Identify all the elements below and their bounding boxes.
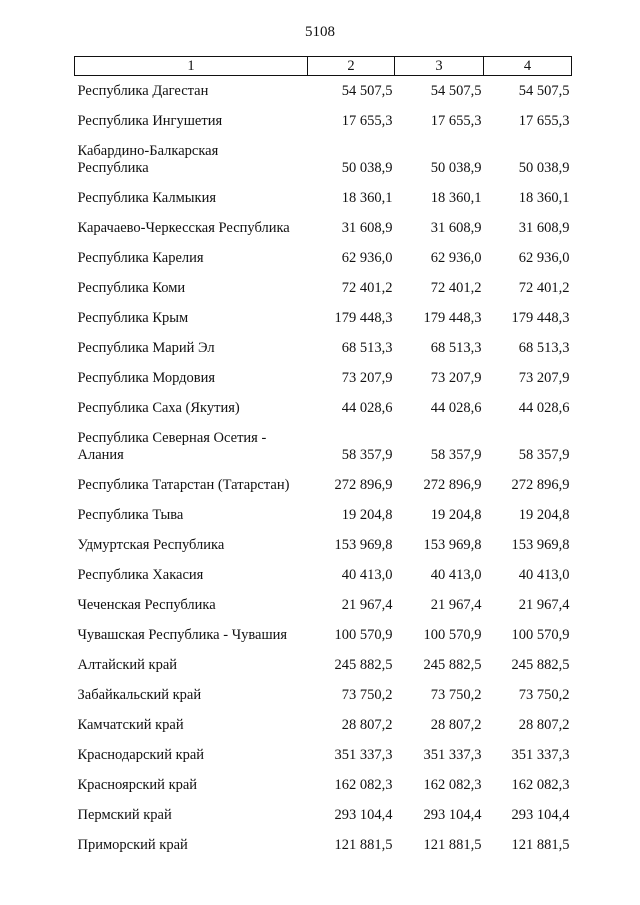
column-header-3: 3: [395, 57, 484, 76]
value-cell-col3: 31 608,9: [430, 220, 482, 236]
value-cell-col4: 351 337,3: [511, 747, 570, 763]
table-row: [75, 555, 572, 585]
value-cell-col4: 100 570,9: [511, 627, 570, 643]
value-cell-col2: 351 337,3: [334, 747, 393, 763]
table-row: [75, 705, 572, 735]
value-cell-col4: 17 655,3: [518, 113, 570, 129]
region-name: Республика Крым: [77, 310, 189, 326]
value-cell-col3: 58 357,9: [430, 447, 482, 463]
value-cell-col2: 40 413,0: [341, 567, 393, 583]
value-cell-col2: 44 028,6: [341, 400, 393, 416]
table-row: [75, 76, 572, 102]
region-name: Республика Марий Эл: [77, 340, 215, 356]
value-cell-col4: 21 967,4: [518, 597, 570, 613]
value-cell-col4: 31 608,9: [518, 220, 570, 236]
value-cell-col3: 73 750,2: [430, 687, 482, 703]
value-cell-col2: 19 204,8: [341, 507, 393, 523]
value-cell-col3: 40 413,0: [430, 567, 482, 583]
value-cell-col3: 54 507,5: [430, 83, 482, 99]
table-row: [75, 735, 572, 765]
value-cell-col3: 44 028,6: [430, 400, 482, 416]
table-row: [75, 178, 572, 208]
region-name: Республика Тыва: [77, 507, 184, 523]
region-name-line: Республика: [77, 160, 149, 176]
column-header-4: 4: [484, 57, 572, 76]
value-cell-col2: 245 882,5: [334, 657, 393, 673]
value-cell-col2: 100 570,9: [334, 627, 393, 643]
value-cell-col4: 153 969,8: [511, 537, 570, 553]
value-cell-col4: 19 204,8: [518, 507, 570, 523]
value-cell-col3: 21 967,4: [430, 597, 482, 613]
region-name-line: Алания: [77, 447, 124, 463]
value-cell-col4: 18 360,1: [518, 190, 570, 206]
table-row: [75, 645, 572, 675]
value-cell-col3: 62 936,0: [430, 250, 482, 266]
value-cell-col2: 121 881,5: [334, 837, 393, 853]
value-cell-col2: 153 969,8: [334, 537, 393, 553]
table-row: [75, 268, 572, 298]
region-name: Камчатский край: [77, 717, 184, 733]
value-cell-col3: 293 104,4: [423, 807, 482, 823]
region-name: Краснодарский край: [77, 747, 205, 763]
value-cell-col3: 17 655,3: [430, 113, 482, 129]
value-cell-col3: 153 969,8: [423, 537, 482, 553]
value-cell-col2: 17 655,3: [341, 113, 393, 129]
column-header-1: 1: [75, 57, 308, 76]
value-cell-col3: 162 082,3: [423, 777, 482, 793]
value-cell-col4: 40 413,0: [518, 567, 570, 583]
table-row: [75, 101, 572, 131]
value-cell-col2: 50 038,9: [341, 160, 393, 176]
region-name: Забайкальский край: [77, 687, 202, 703]
region-name: Чувашская Республика - Чувашия: [77, 627, 288, 643]
value-cell-col4: 272 896,9: [511, 477, 570, 493]
value-cell-col3: 19 204,8: [430, 507, 482, 523]
value-cell-col2: 179 448,3: [334, 310, 393, 326]
region-name: Республика Дагестан: [77, 83, 209, 99]
value-cell-col3: 50 038,9: [430, 160, 482, 176]
value-cell-col3: 72 401,2: [430, 280, 482, 296]
region-name: Республика Саха (Якутия): [77, 400, 240, 416]
region-name: Красноярский край: [77, 777, 198, 793]
value-cell-col3: 351 337,3: [423, 747, 482, 763]
value-cell-col3: 272 896,9: [423, 477, 482, 493]
header-row: [75, 57, 572, 76]
value-cell-col4: 179 448,3: [511, 310, 570, 326]
value-cell-col2: 54 507,5: [341, 83, 393, 99]
page-number: 5108: [305, 24, 335, 40]
region-name: Республика Карелия: [77, 250, 204, 266]
region-name: Республика Хакасия: [77, 567, 204, 583]
table-row: [75, 495, 572, 525]
region-name: Республика Коми: [77, 280, 186, 296]
table-row: [75, 765, 572, 795]
value-cell-col3: 100 570,9: [423, 627, 482, 643]
region-name: Удмуртская Республика: [77, 537, 225, 553]
table-body: [75, 76, 572, 856]
table-row: [75, 585, 572, 615]
value-cell-col4: 162 082,3: [511, 777, 570, 793]
region-name-line: Республика Северная Осетия -: [77, 430, 267, 446]
value-cell-col3: 245 882,5: [423, 657, 482, 673]
table-row: [75, 675, 572, 705]
value-cell-col2: 293 104,4: [334, 807, 393, 823]
value-cell-col2: 62 936,0: [341, 250, 393, 266]
table-row: [75, 795, 572, 825]
value-cell-col4: 121 881,5: [511, 837, 570, 853]
value-cell-col4: 73 750,2: [518, 687, 570, 703]
value-cell-col2: 162 082,3: [334, 777, 393, 793]
value-cell-col4: 73 207,9: [518, 370, 570, 386]
region-name: Пермский край: [77, 807, 172, 823]
value-cell-col2: 58 357,9: [341, 447, 393, 463]
region-name: Карачаево-Черкесская Республика: [77, 220, 290, 236]
region-name: Республика Калмыкия: [77, 190, 216, 206]
value-cell-col4: 62 936,0: [518, 250, 570, 266]
region-name: Республика Татарстан (Татарстан): [77, 477, 290, 493]
value-cell-col3: 28 807,2: [430, 717, 482, 733]
value-cell-col2: 72 401,2: [341, 280, 393, 296]
value-cell-col2: 28 807,2: [341, 717, 393, 733]
value-cell-col4: 293 104,4: [511, 807, 570, 823]
value-cell-col2: 31 608,9: [341, 220, 393, 236]
table-row: [75, 825, 572, 855]
value-cell-col4: 44 028,6: [518, 400, 570, 416]
value-cell-col4: 28 807,2: [518, 717, 570, 733]
region-name: Алтайский край: [77, 657, 178, 673]
value-cell-col2: 73 750,2: [341, 687, 393, 703]
region-name: [75, 131, 308, 178]
table-row: [75, 465, 572, 495]
value-cell-col2: 18 360,1: [341, 190, 393, 206]
value-cell-col4: 68 513,3: [518, 340, 570, 356]
allocation-table: [74, 56, 572, 855]
table-row: [75, 328, 572, 358]
table-row: [75, 388, 572, 418]
value-cell-col4: 58 357,9: [518, 447, 570, 463]
value-cell-col4: 50 038,9: [518, 160, 570, 176]
value-cell-col4: 54 507,5: [518, 83, 570, 99]
value-cell-col2: 272 896,9: [334, 477, 393, 493]
region-name: Республика Ингушетия: [77, 113, 223, 129]
column-header-2: 2: [308, 57, 395, 76]
region-name-line: Кабардино-Балкарская: [77, 143, 219, 159]
table-row: [75, 298, 572, 328]
table-header: [75, 57, 572, 76]
value-cell-col4: 245 882,5: [511, 657, 570, 673]
value-cell-col2: 21 967,4: [341, 597, 393, 613]
table-row: [75, 418, 572, 465]
region-name: Приморский край: [77, 837, 188, 853]
value-cell-col4: 72 401,2: [518, 280, 570, 296]
table-row: [75, 208, 572, 238]
value-cell-col2: 68 513,3: [341, 340, 393, 356]
table-row: [75, 131, 572, 178]
table-row: [75, 525, 572, 555]
table-row: [75, 615, 572, 645]
region-name: Республика Мордовия: [77, 370, 216, 386]
region-name: [75, 418, 308, 465]
region-name: Чеченская Республика: [77, 597, 216, 613]
value-cell-col3: 121 881,5: [423, 837, 482, 853]
table-row: [75, 238, 572, 268]
value-cell-col3: 179 448,3: [423, 310, 482, 326]
value-cell-col3: 68 513,3: [430, 340, 482, 356]
value-cell-col3: 73 207,9: [430, 370, 482, 386]
table-row: [75, 358, 572, 388]
value-cell-col2: 73 207,9: [341, 370, 393, 386]
value-cell-col3: 18 360,1: [430, 190, 482, 206]
